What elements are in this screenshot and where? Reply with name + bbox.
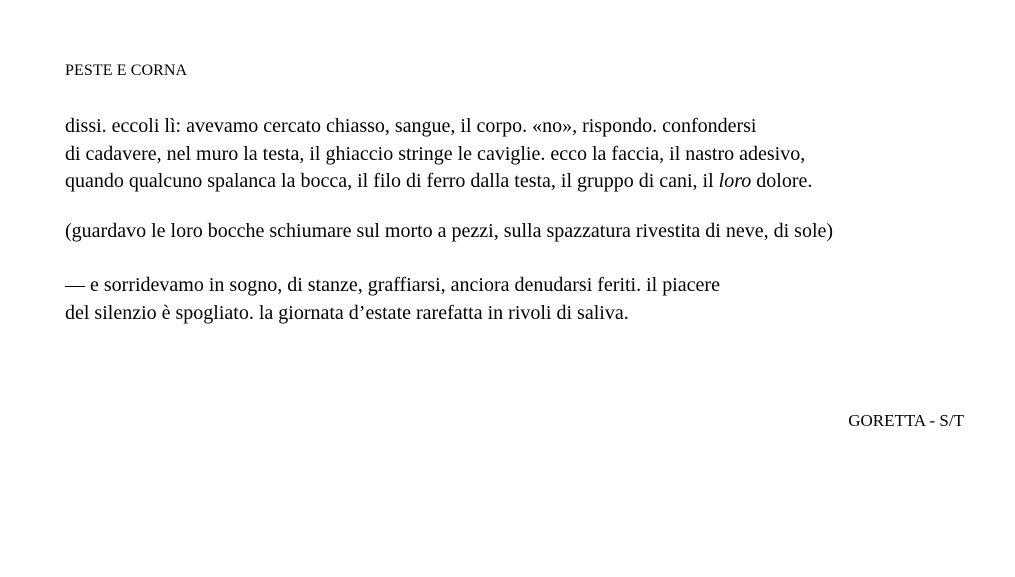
- stanza-1-line-1: dissi. eccoli lì: avevamo cercato chiasso, sangue, il corpo. «no», rispondo. confondersi: [65, 115, 757, 137]
- stanza-2-line-1: (guardavo le loro bocche schiumare sul morto a pezzi, sulla spazzatura rivestita di neve, di sole): [65, 220, 834, 242]
- poem-signature: GORETTA - S/T: [848, 411, 964, 430]
- stanza-3-line-1: — e sorridevamo in sogno, di stanze, graffiarsi, anciora denudarsi feriti. il piacere: [65, 274, 720, 296]
- stanza-2: [65, 218, 833, 246]
- stanza-1-line-3-italic-word: loro: [718, 170, 752, 192]
- stanza-1-line-3: [65, 168, 812, 196]
- stanza-1-line-2: di cadavere, nel muro la testa, il ghiaccio stringe le caviglie. ecco la faccia, il nastro adesivo,: [65, 142, 806, 165]
- stanza-1-line-3-text-after: dolore.: [751, 170, 813, 192]
- stanza-3: [65, 272, 720, 327]
- stanza-1: [65, 113, 812, 196]
- poem-title: PESTE E CORNA: [65, 62, 188, 79]
- stanza-3-line-2: del silenzio è spogliato. la giornata d’estate rarefatta in rivoli di saliva.: [65, 301, 629, 324]
- stanza-1-line-3-text-before: quando qualcuno spalanca la bocca, il filo di ferro dalla testa, il gruppo di cani, il: [65, 170, 719, 192]
